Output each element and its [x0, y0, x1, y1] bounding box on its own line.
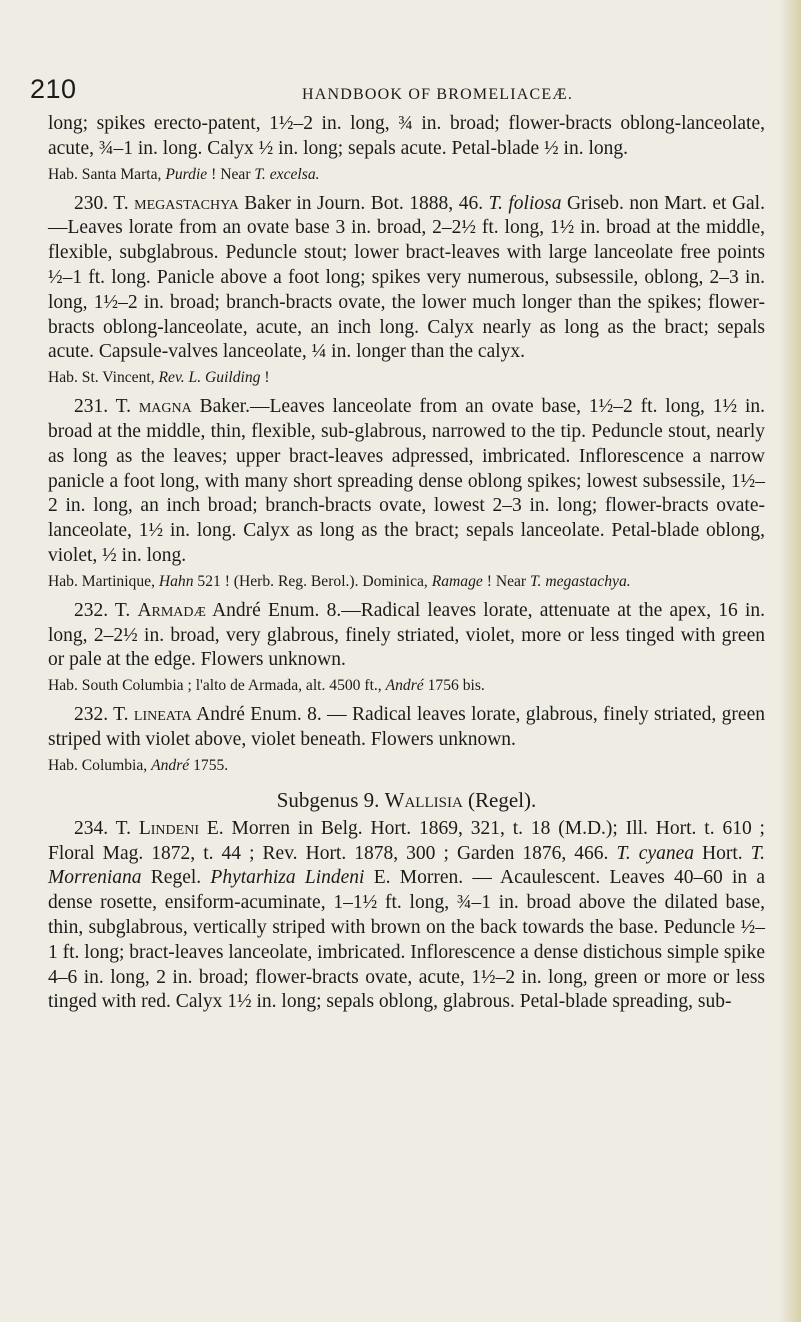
habitat-line: Hab. St. Vincent, Rev. L. Guilding !: [48, 369, 270, 387]
continued-paragraph: long; spikes erecto-patent, 1½–2 in. long, ¾ in. broad; flower-bracts oblong-lanceolate, acute, ¾–1 in. long. Calyx ½ in. long; sepals acute. Petal-blade ½ in. long.: [48, 113, 765, 159]
species-232-lineata: 232. T. lineata André Enum. 8. — Radical leaves lorate, glabrous, finely striated, green striped with violet above, violet beneath. Flowers unknown.: [48, 704, 765, 750]
page-edge: [779, 0, 801, 1322]
body-text: [48, 112, 765, 1015]
habitat-line: Hab. South Columbia ; l'alto de Armada, alt. 4500 ft., André 1756 bis.: [48, 677, 485, 695]
species-234: 234. T. Lindeni E. Morren in Belg. Hort. 1869, 321, t. 18 (M.D.); Ill. Hort. t. 610 ; Floral Mag. 1872, t. 44 ; Rev. Hort. 1878, 300 ; Garden 1876, 466. T. cyanea Hort. T. Morreniana Regel. Phytarhiza Lindeni E. Morren. — Acaulescent. Leaves 40–60 in a dense rosette, ensiform-acuminate, 1–1½ ft. long, ¾–1 in. broad above the dilated base, thin, subglabrous, vertically striped with brown on the back towards the base. Peduncle ½–1 ft. long; bract-leaves lanceolate, imbricated. Inflorescence a dense distichous simple spike 4–6 in. long, 2 in. broad; flower-bracts ovate, acute, 1½–2 in. long, green or more or less tinged with red. Calyx 1½ in. long; sepals oblong, glabrous. Petal-blade spreading, sub-: [48, 817, 766, 1013]
subgenus-heading: Subgenus 9. Wallisia (Regel).: [276, 787, 537, 812]
species-231: 231. T. magna Baker.—Leaves lanceolate from an ovate base, 1½–2 ft. long, 1½ in. broad at the middle, thin, flexible, sub-glabrous, narrowed to the tip. Peduncle stout, nearly as long as the leaves; upper bract-leaves adpressed, imbricated. Inflorescence a narrow panicle a foot long, with many short spreading dense oblong spikes; lowest subsessile, 1½–2 in. long, an inch broad; branch-bracts ovate, lowest 2–3 in. long; flower-bracts ovate-lanceolate, 1½ in. long. Calyx as long as the bract; sepals lanceolate. Petal-blade oblong, violet, ½ in. long.: [48, 396, 765, 566]
habitat-line: Hab. Martinique, Hahn 521 ! (Herb. Reg. Berol.). Dominica, Ramage ! Near T. megastachya.: [48, 572, 631, 590]
habitat-line: Hab. Santa Marta, Purdie ! Near T. excelsa.: [48, 165, 320, 183]
species-232-armadae: 232. T. Armadæ André Enum. 8.—Radical leaves lorate, attenuate at the apex, 16 in. long, 2–2½ in. broad, very glabrous, finely striated, violet, more or less tinged with green or pale at the edge. Flowers unknown.: [48, 599, 765, 671]
habitat-line: Hab. Columbia, André 1755.: [48, 756, 229, 774]
page-number: 210: [30, 74, 77, 104]
running-title: HANDBOOK OF BROMELIACEÆ.: [302, 86, 574, 103]
species-230: 230. T. megastachya Baker in Journ. Bot. 1888, 46. T. foliosa Griseb. non Mart. et Gal.—Leaves lorate from an ovate base 3 in. broad, 2–2½ ft. long, 1½ in. broad at the middle, flexible, subglabrous. Peduncle stout; lower bract-leaves with large lanceolate free points ½–1 ft. long. Panicle above a foot long; spikes very numerous, subsessile, oblong, 2–3 in. long, 1½–2 in. broad; branch-bracts ovate, the lower much longer than the spikes; flower-bracts oblong-lanceolate, acute, an inch long. Calyx nearly as long as the bract; sepals acute. Capsule-valves lanceolate, ¼ in. longer than the calyx.: [48, 192, 765, 363]
